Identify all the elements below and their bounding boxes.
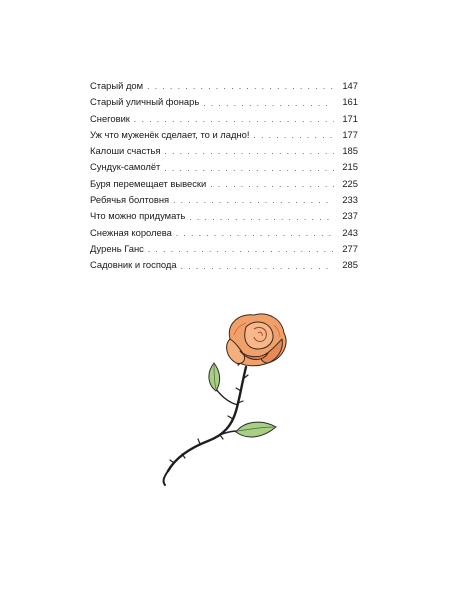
toc-entry-page: 225 <box>342 177 358 189</box>
toc-entry-page: 185 <box>342 145 358 157</box>
toc-entry-page: 233 <box>342 194 358 206</box>
toc-entry[interactable] <box>90 241 358 257</box>
toc-entry[interactable] <box>90 127 358 143</box>
toc-dot-leader <box>164 162 334 176</box>
toc-entry-title: Снежная королева <box>90 226 172 238</box>
toc-entry[interactable] <box>90 208 358 224</box>
rose-stem <box>168 367 246 471</box>
toc-entry-title: Садовник и господа <box>90 259 177 271</box>
toc-dot-leader <box>181 260 334 274</box>
toc-entry[interactable] <box>90 94 358 110</box>
toc-entry[interactable] <box>90 257 358 273</box>
toc-entry-title: Калоши счастья <box>90 145 161 157</box>
toc-entry[interactable] <box>90 111 358 127</box>
rose-left-leaf-stalk <box>216 389 238 405</box>
toc-entry-title: Буря перемещает вывески <box>90 177 207 189</box>
toc-dot-leader <box>189 211 334 225</box>
rose-thorns <box>170 375 248 463</box>
toc-entry[interactable] <box>90 143 358 159</box>
toc-dot-leader <box>164 145 334 159</box>
toc-entry[interactable] <box>90 192 358 208</box>
toc-dot-leader <box>147 80 334 94</box>
toc-entry-page: 277 <box>342 242 358 254</box>
rose-stem-tail <box>164 471 168 485</box>
rose-icon <box>150 305 310 490</box>
toc-entry[interactable] <box>90 78 358 94</box>
table-of-contents <box>90 78 358 274</box>
toc-entry-page: 171 <box>342 112 358 124</box>
toc-entry-title: Старый дом <box>90 80 144 91</box>
rose-bloom <box>227 314 286 366</box>
toc-entry-page: 285 <box>342 259 358 271</box>
toc-dot-leader <box>203 97 334 111</box>
toc-dot-leader <box>253 129 334 143</box>
toc-entry[interactable] <box>90 159 358 175</box>
toc-entry-title: Ребячья болтовня <box>90 194 170 206</box>
toc-dot-leader <box>148 243 334 257</box>
toc-entry-title: Уж что муженёк сделает, то и ладно! <box>90 128 250 140</box>
toc-entry-title: Дурень Ганс <box>90 242 144 254</box>
toc-entry-page: 161 <box>342 96 358 108</box>
toc-entry-page: 177 <box>342 128 358 140</box>
toc-entry-page: 237 <box>342 210 358 222</box>
toc-entry-page: 215 <box>342 161 358 173</box>
toc-entry-title: Что можно придумать <box>90 210 186 222</box>
toc-entry-title: Снеговик <box>90 112 130 124</box>
toc-dot-leader <box>176 227 334 241</box>
toc-entry-page: 147 <box>342 80 358 91</box>
toc-entry[interactable] <box>90 176 358 192</box>
rose-right-leaf <box>236 422 276 437</box>
toc-entry-title: Сундук-самолёт <box>90 161 161 173</box>
toc-entry[interactable] <box>90 225 358 241</box>
toc-dot-leader <box>134 113 334 127</box>
toc-dot-leader <box>210 178 334 192</box>
toc-entry-page: 243 <box>342 226 358 238</box>
toc-entry-title: Старый уличный фонарь <box>90 96 200 108</box>
toc-dot-leader <box>173 194 334 208</box>
